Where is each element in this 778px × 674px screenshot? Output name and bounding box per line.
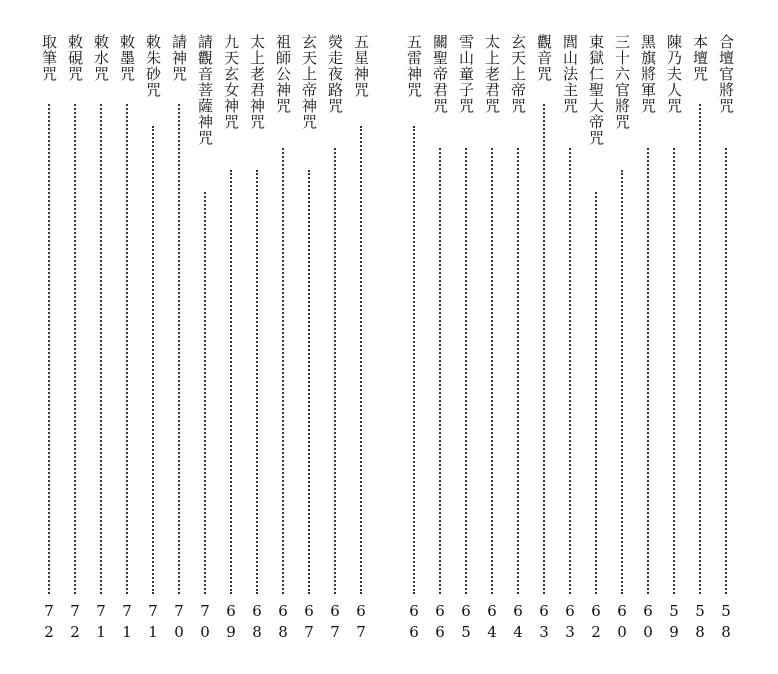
dot-leader bbox=[673, 148, 675, 594]
entry-title: 東獄仁聖大帝咒 bbox=[587, 34, 605, 146]
entry-title: 觀音咒 bbox=[535, 34, 553, 82]
toc-entry[interactable] bbox=[455, 34, 477, 646]
dot-leader bbox=[569, 148, 571, 594]
entry-page-number: 69 bbox=[222, 602, 240, 644]
entry-page-number: 58 bbox=[717, 602, 735, 644]
entry-title: 五雷神咒 bbox=[405, 34, 423, 98]
toc-entry[interactable] bbox=[272, 34, 294, 646]
toc-entry[interactable] bbox=[689, 34, 711, 646]
entry-page-number: 72 bbox=[66, 602, 84, 644]
entry-page-number: 67 bbox=[352, 602, 370, 644]
entry-page-number: 64 bbox=[483, 602, 501, 644]
dot-leader bbox=[204, 192, 206, 594]
dot-leader bbox=[725, 148, 727, 594]
entry-title: 本壇咒 bbox=[691, 34, 709, 82]
entry-title: 太上老君神咒 bbox=[248, 34, 266, 130]
toc-entry[interactable] bbox=[611, 34, 633, 646]
entry-title: 熒走夜路咒 bbox=[326, 34, 344, 114]
entry-title: 祖師公神咒 bbox=[274, 34, 292, 114]
toc-entry[interactable] bbox=[481, 34, 503, 646]
entry-page-number: 67 bbox=[300, 602, 318, 644]
entry-page-number: 72 bbox=[40, 602, 58, 644]
toc-entry[interactable] bbox=[64, 34, 86, 646]
dot-leader bbox=[334, 148, 336, 594]
dot-leader bbox=[100, 104, 102, 594]
entry-page-number: 67 bbox=[326, 602, 344, 644]
entry-page-number: 68 bbox=[248, 602, 266, 644]
dot-leader bbox=[48, 104, 50, 594]
toc-entry[interactable] bbox=[533, 34, 555, 646]
entry-page-number: 63 bbox=[561, 602, 579, 644]
toc-entry[interactable] bbox=[220, 34, 242, 646]
dot-leader bbox=[517, 148, 519, 594]
toc-entry[interactable] bbox=[168, 34, 190, 646]
dot-leader bbox=[74, 104, 76, 594]
toc-entry[interactable] bbox=[90, 34, 112, 646]
toc-entry[interactable] bbox=[429, 34, 451, 646]
entry-page-number: 62 bbox=[587, 602, 605, 644]
toc-entry[interactable] bbox=[507, 34, 529, 646]
toc-entry[interactable] bbox=[663, 34, 685, 646]
toc-entry[interactable] bbox=[298, 34, 320, 646]
entry-page-number: 64 bbox=[509, 602, 527, 644]
entry-title: 取筆咒 bbox=[40, 34, 58, 82]
entry-title: 敕硯咒 bbox=[66, 34, 84, 82]
entry-title: 關聖帝君咒 bbox=[431, 34, 449, 114]
toc-entry[interactable] bbox=[246, 34, 268, 646]
dot-leader bbox=[647, 148, 649, 594]
entry-title: 請神咒 bbox=[170, 34, 188, 82]
dot-leader bbox=[465, 148, 467, 594]
toc-entry[interactable] bbox=[38, 34, 60, 646]
dot-leader bbox=[543, 104, 545, 594]
dot-leader bbox=[178, 104, 180, 594]
entry-page-number: 66 bbox=[431, 602, 449, 644]
toc-entry[interactable] bbox=[715, 34, 737, 646]
entry-title: 敕水咒 bbox=[92, 34, 110, 82]
entry-page-number: 68 bbox=[274, 602, 292, 644]
toc-entry[interactable] bbox=[116, 34, 138, 646]
toc-entry[interactable] bbox=[194, 34, 216, 646]
dot-leader bbox=[413, 126, 415, 594]
entry-page-number: 59 bbox=[665, 602, 683, 644]
entry-page-number: 58 bbox=[691, 602, 709, 644]
dot-leader bbox=[595, 192, 597, 594]
entry-page-number: 65 bbox=[457, 602, 475, 644]
dot-leader bbox=[491, 148, 493, 594]
dot-leader bbox=[256, 170, 258, 594]
entry-page-number: 71 bbox=[92, 602, 110, 644]
toc-entry[interactable] bbox=[350, 34, 372, 646]
entry-title: 玄天上帝咒 bbox=[509, 34, 527, 114]
dot-leader bbox=[621, 170, 623, 594]
toc-entry[interactable] bbox=[403, 34, 425, 646]
entry-title: 雪山童子咒 bbox=[457, 34, 475, 114]
entry-title: 九天玄女神咒 bbox=[222, 34, 240, 130]
entry-title: 玄天上帝神咒 bbox=[300, 34, 318, 130]
entry-page-number: 71 bbox=[118, 602, 136, 644]
entry-page-number: 70 bbox=[170, 602, 188, 644]
entry-title: 三十六官將咒 bbox=[613, 34, 631, 130]
dot-leader bbox=[282, 148, 284, 594]
toc-entry[interactable] bbox=[637, 34, 659, 646]
entry-title: 太上老君咒 bbox=[483, 34, 501, 114]
dot-leader bbox=[439, 148, 441, 594]
entry-title: 五星神咒 bbox=[352, 34, 370, 98]
dot-leader bbox=[126, 104, 128, 594]
entry-title: 合壇官將咒 bbox=[717, 34, 735, 114]
entry-page-number: 70 bbox=[196, 602, 214, 644]
toc-entry[interactable] bbox=[142, 34, 164, 646]
entry-page-number: 60 bbox=[639, 602, 657, 644]
entry-title: 陳乃夫人咒 bbox=[665, 34, 683, 114]
dot-leader bbox=[699, 104, 701, 594]
dot-leader bbox=[230, 170, 232, 594]
entry-title: 敕朱砂咒 bbox=[144, 34, 162, 98]
dot-leader bbox=[360, 126, 362, 594]
entry-title: 敕墨咒 bbox=[118, 34, 136, 82]
entry-page-number: 66 bbox=[405, 602, 423, 644]
entry-page-number: 63 bbox=[535, 602, 553, 644]
toc-entry[interactable] bbox=[559, 34, 581, 646]
toc-entry[interactable] bbox=[324, 34, 346, 646]
entry-page-number: 71 bbox=[144, 602, 162, 644]
dot-leader bbox=[152, 126, 154, 594]
entry-title: 請觀音菩薩神咒 bbox=[196, 34, 214, 146]
entry-title: 黑旗將軍咒 bbox=[639, 34, 657, 114]
toc-entry[interactable] bbox=[585, 34, 607, 646]
entry-page-number: 60 bbox=[613, 602, 631, 644]
dot-leader bbox=[308, 170, 310, 594]
entry-title: 閭山法主咒 bbox=[561, 34, 579, 114]
